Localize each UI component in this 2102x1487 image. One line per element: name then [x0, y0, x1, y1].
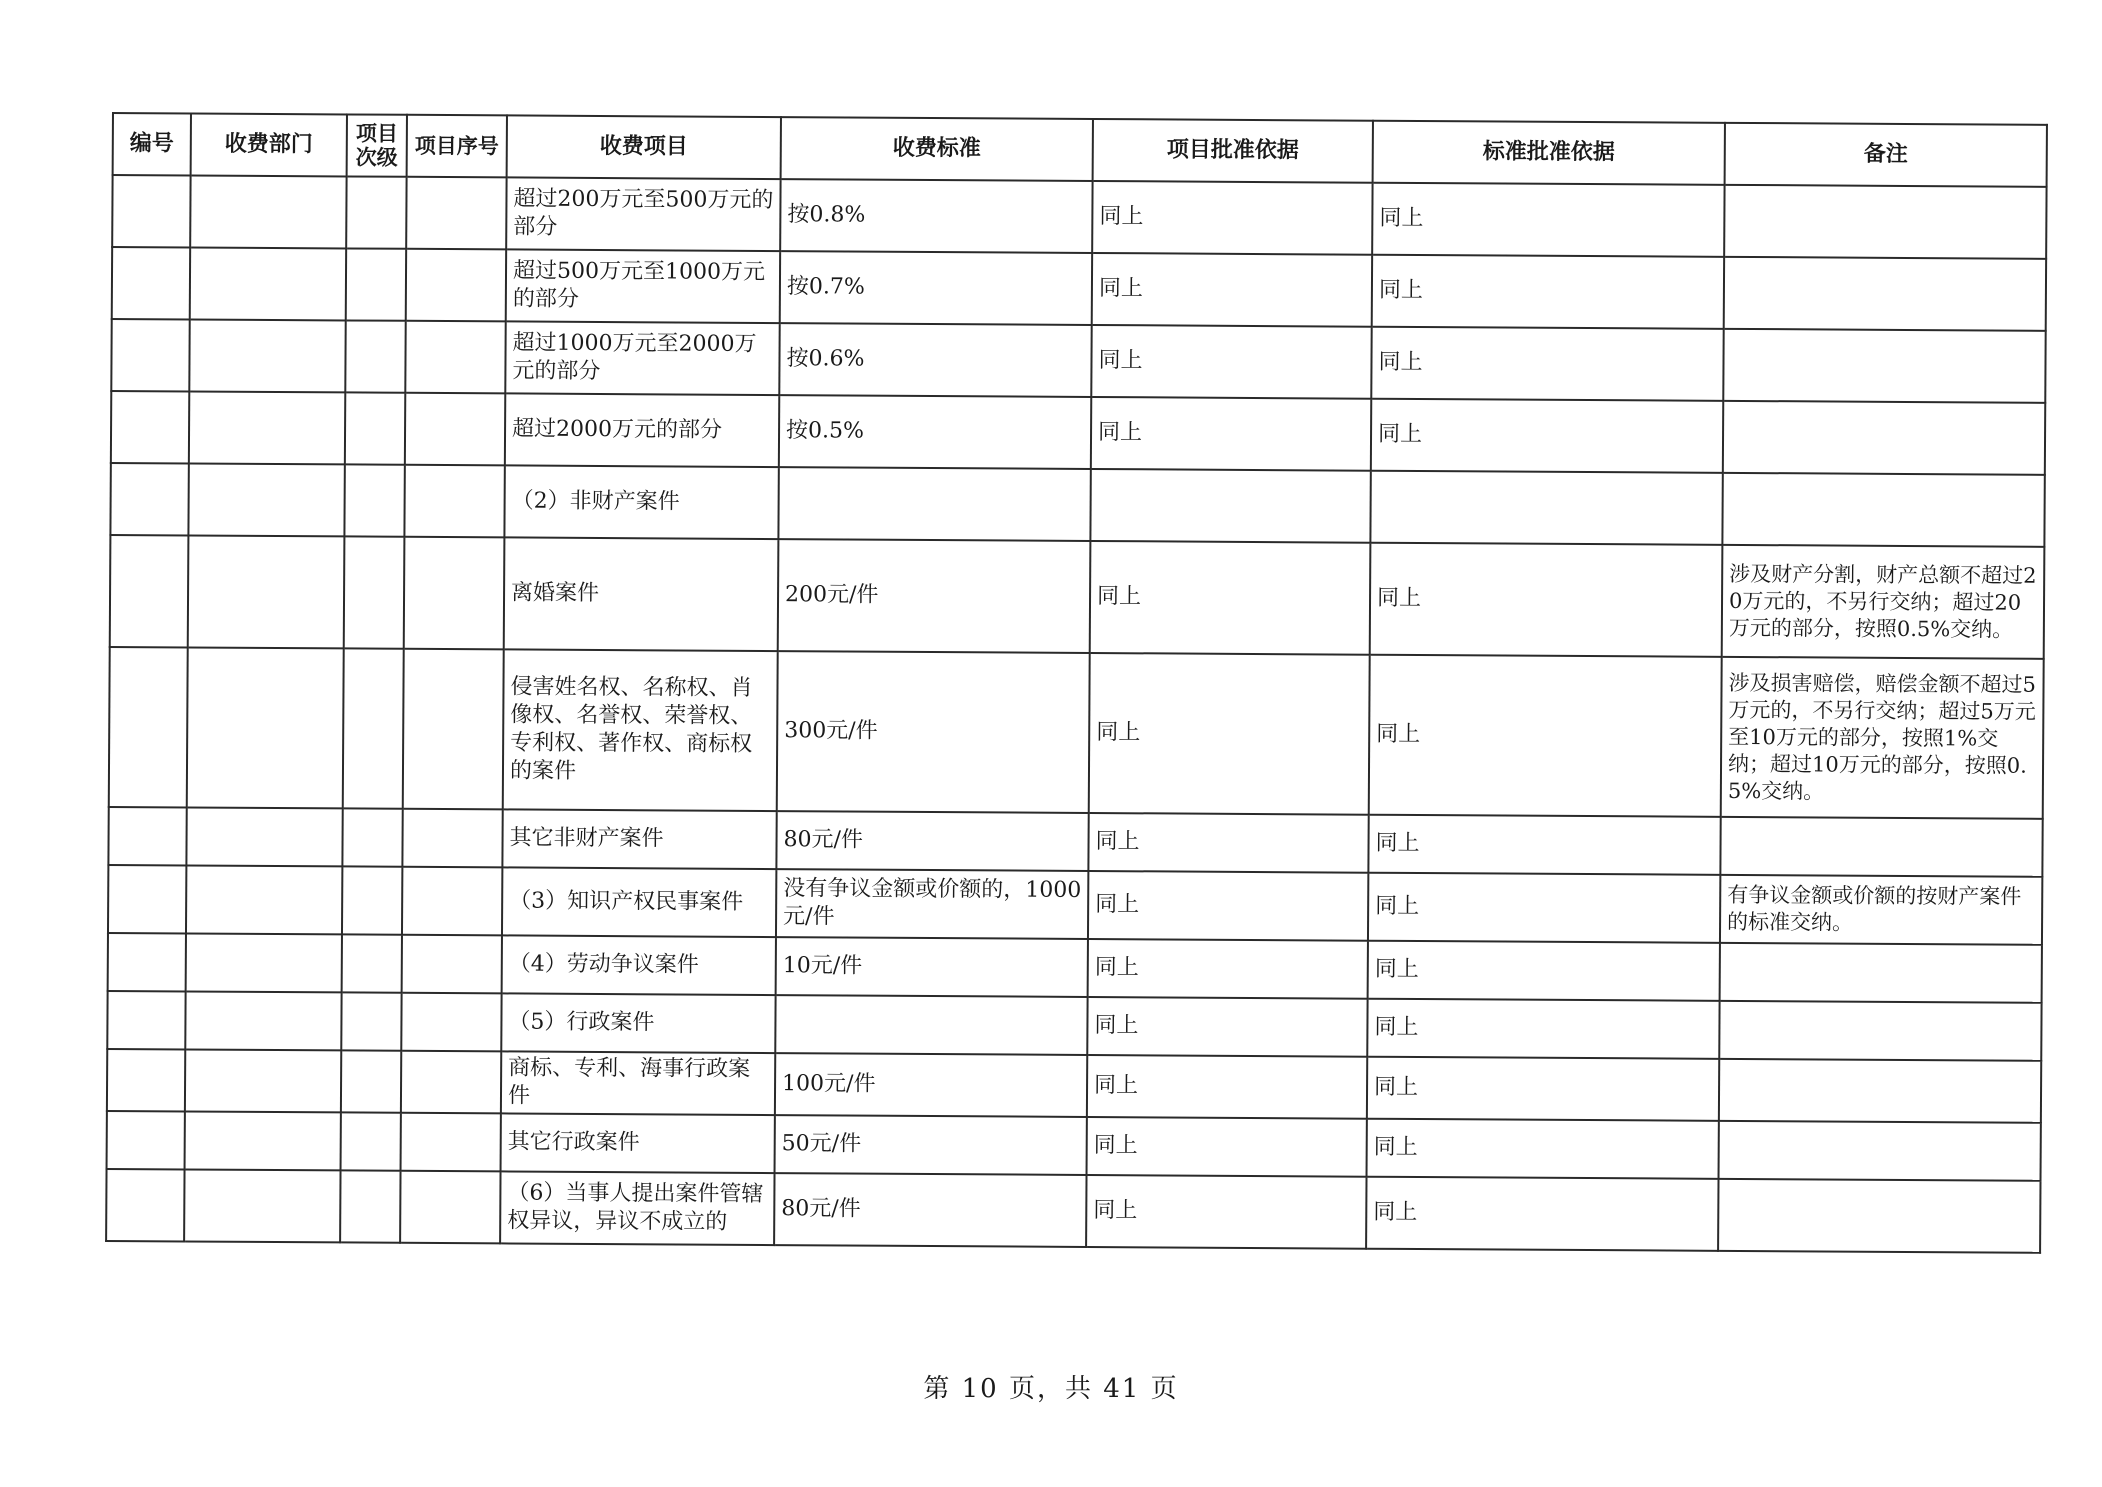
remark-cell-text — [1728, 846, 2036, 848]
no-cell — [108, 933, 186, 991]
table-row — [111, 319, 2045, 403]
item-basis-cell — [1087, 1117, 1367, 1177]
no-cell — [111, 319, 189, 391]
remark-cell — [1723, 401, 2045, 475]
standard-cell — [776, 811, 1088, 871]
item-cell-text: （2）非财产案件 — [511, 488, 680, 515]
level-cell — [346, 248, 406, 320]
standard-cell-text: 没有争议金额或价额的，1000元/件 — [783, 876, 1082, 930]
remark-cell — [1719, 1059, 2041, 1123]
header-row — [113, 113, 2047, 187]
remark-cell — [1721, 657, 2044, 819]
table-row — [109, 647, 2044, 819]
standard-cell-text: 10元/件 — [782, 953, 863, 979]
standard-cell — [778, 539, 1091, 653]
table-row — [112, 247, 2046, 331]
standard-basis-cell-text: 同上 — [1373, 1074, 1419, 1100]
item-basis-cell-text: 同上 — [1093, 1198, 1138, 1224]
table-row — [110, 463, 2044, 547]
no-cell — [110, 535, 189, 647]
no-cell — [108, 807, 186, 865]
item-cell-text: （5）行政案件 — [508, 1009, 655, 1036]
no-cell — [111, 391, 189, 463]
item-basis-cell — [1090, 541, 1371, 655]
header-standard-basis: 标准批准依据 — [1373, 121, 1725, 185]
dept-cell — [190, 247, 346, 320]
standard-basis-cell — [1370, 543, 1723, 657]
level-cell — [344, 536, 405, 648]
level-cell — [341, 1112, 401, 1170]
standard-cell-text: 80元/件 — [783, 827, 864, 853]
item-cell — [506, 177, 780, 251]
item-cell — [501, 993, 775, 1053]
item-cell-text: （6）当事人提出案件管辖权异议，异议不成立的 — [507, 1180, 764, 1235]
header-standard: 收费标准 — [781, 117, 1093, 181]
remark-cell-text — [1730, 509, 2038, 511]
item-basis-cell-text: 同上 — [1095, 892, 1140, 918]
item-cell — [502, 935, 776, 995]
standard-basis-cell-text: 同上 — [1377, 421, 1423, 448]
item-cell — [502, 809, 776, 869]
standard-basis-cell-text: 同上 — [1379, 205, 1424, 232]
standard-cell-text — [786, 503, 1084, 505]
table-row — [112, 175, 2046, 259]
item-basis-cell — [1091, 325, 1371, 399]
no-cell — [107, 991, 185, 1049]
remark-cell-text — [1726, 1150, 2034, 1152]
no-cell — [112, 175, 190, 247]
item-basis-cell-text — [1098, 505, 1364, 507]
table-row — [108, 865, 2042, 945]
standard-basis-cell — [1367, 999, 1719, 1059]
header-remark: 备注 — [1725, 123, 2047, 187]
standard-basis-cell-text: 同上 — [1375, 893, 1420, 919]
table-row — [107, 1049, 2041, 1123]
standard-cell — [778, 467, 1090, 541]
standard-basis-cell — [1372, 255, 1724, 329]
standard-cell — [775, 1053, 1087, 1117]
item-cell-text: 超过2000万元的部分 — [511, 416, 723, 443]
seq-cell — [402, 935, 502, 994]
item-cell-text: （4）劳动争议案件 — [508, 951, 699, 978]
remark-cell — [1722, 473, 2044, 547]
item-cell-text: 超过1000万元至2000万元的部分 — [512, 330, 757, 384]
item-basis-cell — [1087, 997, 1367, 1057]
dept-cell — [189, 319, 345, 392]
remark-cell — [1720, 943, 2042, 1003]
item-basis-cell — [1087, 1055, 1367, 1119]
item-basis-cell — [1092, 253, 1372, 327]
item-basis-cell — [1090, 469, 1370, 543]
item-cell — [504, 465, 778, 539]
standard-basis-cell — [1366, 1177, 1718, 1251]
level-cell — [343, 648, 404, 808]
standard-basis-cell-text: 同上 — [1376, 721, 1421, 748]
item-basis-cell-text: 同上 — [1095, 829, 1140, 855]
standard-basis-cell — [1368, 873, 1720, 943]
dept-cell — [186, 865, 342, 934]
table-row — [111, 391, 2045, 475]
table-body — [106, 175, 2046, 1253]
standard-cell-text: 按0.8% — [787, 202, 866, 228]
standard-cell-text: 300元/件 — [784, 718, 878, 744]
seq-cell — [401, 993, 501, 1052]
item-cell-text: （3）知识产权民事案件 — [509, 888, 744, 915]
header-no: 编号 — [113, 113, 191, 175]
item-basis-cell — [1092, 181, 1372, 255]
remark-cell — [1718, 1179, 2040, 1253]
table-row — [110, 535, 2045, 659]
item-basis-cell-text: 同上 — [1093, 1133, 1138, 1159]
remark-cell-text — [1731, 293, 2039, 295]
header-item: 收费项目 — [507, 115, 781, 179]
level-cell — [340, 1170, 400, 1242]
standard-cell-text: 按0.7% — [786, 274, 865, 300]
no-cell — [107, 1111, 185, 1169]
dept-cell — [188, 463, 344, 536]
item-basis-cell-text: 同上 — [1094, 955, 1139, 981]
item-cell — [505, 393, 779, 467]
standard-cell — [775, 995, 1087, 1055]
remark-cell-text — [1730, 365, 2038, 367]
seq-cell — [405, 393, 505, 466]
no-cell — [108, 865, 186, 933]
standard-basis-cell-text — [1378, 507, 1716, 509]
dept-cell — [185, 991, 341, 1050]
dept-cell — [190, 175, 346, 248]
standard-cell-text: 按0.5% — [785, 418, 865, 444]
standard-cell — [774, 1173, 1086, 1247]
seq-cell — [402, 867, 502, 936]
dept-cell — [186, 807, 342, 866]
remark-cell-text — [1726, 1030, 2034, 1032]
standard-cell — [777, 651, 1090, 813]
dept-cell — [189, 391, 345, 464]
remark-cell — [1723, 329, 2045, 403]
remark-cell-text: 涉及损害赔偿，赔偿金额不超过5万元的，不另行交纳；超过5万元至10万元的部分，按照1%交纳；超过10万元的部分，按照0.5%交纳。 — [1727, 670, 2036, 803]
level-cell — [345, 320, 405, 392]
remark-cell-text: 有争议金额或价额的按财产案件的标准交纳。 — [1727, 882, 2022, 935]
standard-basis-cell-text: 同上 — [1375, 830, 1420, 857]
level-cell — [342, 934, 402, 992]
item-basis-cell-text: 同上 — [1093, 1073, 1139, 1099]
remark-cell-text — [1726, 1090, 2034, 1092]
dept-cell — [188, 535, 345, 648]
standard-basis-cell — [1372, 183, 1724, 257]
header-level: 项目次级 — [347, 114, 407, 176]
item-cell-text: 侵害姓名权、名称权、肖像权、名誉权、荣誉权、专利权、著作权、商标权的案件 — [509, 674, 753, 784]
standard-cell-text: 100元/件 — [782, 1071, 876, 1097]
item-cell — [501, 1051, 775, 1115]
remark-cell-text — [1730, 437, 2038, 439]
item-basis-cell-text: 同上 — [1099, 204, 1144, 230]
remark-cell — [1722, 545, 2045, 659]
header-dept: 收费部门 — [191, 113, 347, 176]
item-cell-text: 超过500万元至1000万元的部分 — [512, 258, 766, 312]
no-cell — [106, 1169, 184, 1241]
level-cell — [341, 1050, 401, 1112]
item-cell-text: 商标、专利、海事行政案件 — [507, 1055, 751, 1109]
seq-cell — [404, 465, 504, 538]
seq-cell — [400, 1171, 500, 1244]
item-basis-cell — [1088, 939, 1368, 999]
item-basis-cell-text: 同上 — [1096, 584, 1142, 610]
dept-cell — [186, 933, 342, 992]
item-cell — [500, 1171, 774, 1245]
header-item-basis: 项目批准依据 — [1093, 119, 1373, 183]
page-number: 第 10 页，共 41 页 — [923, 1374, 1179, 1404]
no-cell — [109, 647, 188, 807]
item-cell — [502, 867, 776, 937]
level-cell — [344, 464, 404, 536]
item-basis-cell-text: 同上 — [1094, 1013, 1139, 1039]
remark-cell — [1720, 817, 2042, 877]
standard-cell — [776, 869, 1088, 939]
seq-cell — [406, 249, 506, 322]
item-basis-cell — [1086, 1175, 1366, 1249]
standard-basis-cell-text: 同上 — [1378, 349, 1423, 376]
seq-cell — [406, 177, 506, 250]
dept-cell — [185, 1049, 341, 1112]
fee-table — [105, 112, 2048, 1254]
item-basis-cell-text: 同上 — [1097, 420, 1143, 446]
standard-basis-cell — [1368, 815, 1720, 875]
level-cell — [341, 992, 401, 1050]
standard-cell-text: 80元/件 — [781, 1196, 861, 1222]
standard-basis-cell — [1367, 1057, 1719, 1121]
standard-basis-cell — [1370, 471, 1722, 545]
standard-cell — [780, 179, 1092, 253]
no-cell — [107, 1049, 185, 1111]
standard-basis-cell — [1371, 327, 1723, 401]
no-cell — [110, 463, 188, 535]
remark-cell-text — [1731, 221, 2039, 223]
seq-cell — [401, 1113, 501, 1172]
level-cell — [345, 392, 405, 464]
level-cell — [342, 808, 402, 866]
seq-cell — [403, 649, 504, 810]
item-cell — [505, 321, 779, 395]
remark-cell-text — [1725, 1215, 2033, 1217]
item-cell-text: 其它非财产案件 — [509, 825, 664, 852]
item-basis-cell-text: 同上 — [1096, 720, 1141, 746]
level-cell — [346, 176, 406, 248]
standard-basis-cell-text: 同上 — [1378, 277, 1424, 304]
remark-cell — [1719, 1121, 2041, 1181]
item-basis-cell-text: 同上 — [1098, 348, 1143, 374]
seq-cell — [405, 321, 505, 394]
item-cell — [504, 537, 779, 651]
remark-cell — [1724, 185, 2046, 259]
standard-basis-cell-text: 同上 — [1376, 585, 1422, 612]
standard-basis-cell — [1368, 941, 1720, 1001]
standard-cell-text: 按0.6% — [786, 346, 865, 372]
standard-basis-cell-text: 同上 — [1374, 956, 1419, 982]
dept-cell — [185, 1111, 341, 1170]
item-basis-cell-text: 同上 — [1098, 276, 1144, 302]
standard-cell — [779, 395, 1091, 469]
standard-basis-cell — [1369, 655, 1722, 817]
standard-basis-cell — [1367, 1119, 1719, 1179]
standard-cell-text: 50元/件 — [781, 1131, 862, 1157]
standard-cell — [780, 251, 1092, 325]
header-seq: 项目序号 — [407, 115, 507, 178]
remark-cell — [1719, 1001, 2041, 1061]
dept-cell — [187, 647, 344, 808]
remark-cell — [1720, 875, 2042, 945]
no-cell — [112, 247, 190, 319]
item-cell — [503, 649, 778, 811]
item-cell-text: 离婚案件 — [510, 580, 600, 606]
item-basis-cell — [1091, 397, 1371, 471]
table-row — [106, 1169, 2040, 1253]
level-cell — [342, 866, 402, 934]
item-cell-text: 其它行政案件 — [507, 1129, 640, 1156]
item-cell-text: 超过200万元至500万元的部分 — [513, 186, 774, 240]
item-basis-cell — [1088, 871, 1368, 941]
standard-cell — [775, 1115, 1087, 1175]
remark-cell-text — [1727, 972, 2035, 974]
remark-cell-text: 涉及财产分割，财产总额不超过20万元的，不另行交纳；超过20万元的部分，按照0.5%交纳。 — [1728, 561, 2037, 642]
seq-cell — [401, 1051, 501, 1114]
standard-basis-cell-text: 同上 — [1373, 1134, 1418, 1160]
dept-cell — [184, 1169, 340, 1242]
standard-cell-text — [782, 1024, 1080, 1026]
standard-basis-cell-text: 同上 — [1374, 1014, 1419, 1040]
standard-cell-text: 200元/件 — [784, 582, 879, 608]
remark-cell — [1724, 257, 2046, 331]
standard-basis-cell-text: 同上 — [1373, 1199, 1418, 1225]
standard-cell — [779, 323, 1091, 397]
item-cell — [506, 249, 780, 323]
standard-basis-cell — [1371, 399, 1723, 473]
seq-cell — [404, 537, 505, 650]
seq-cell — [402, 809, 502, 868]
standard-cell — [776, 937, 1088, 997]
item-cell — [501, 1113, 775, 1173]
item-basis-cell — [1088, 813, 1368, 873]
item-basis-cell — [1089, 653, 1370, 815]
